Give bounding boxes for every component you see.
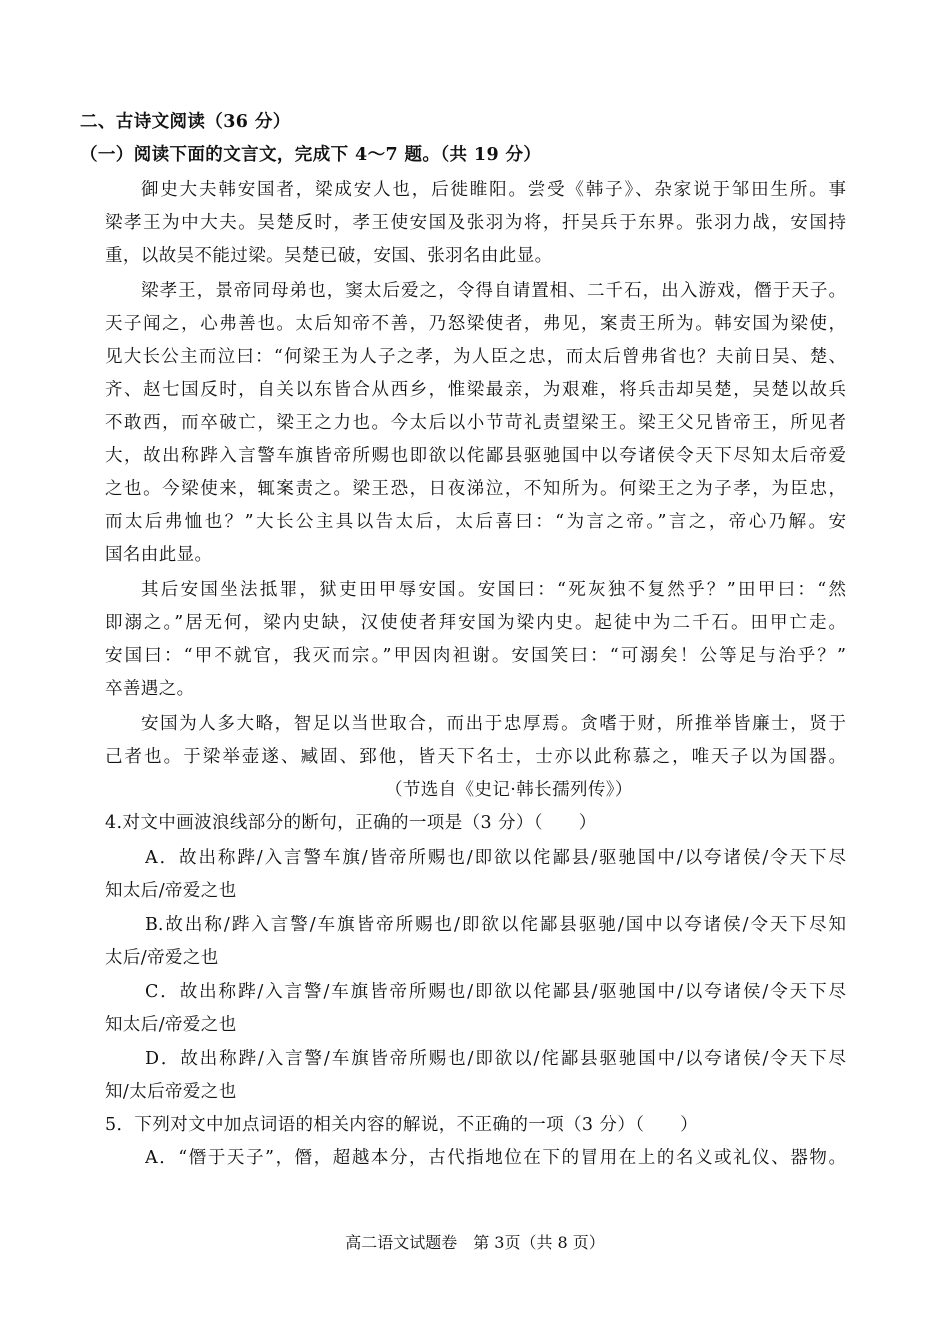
question-4-stem: 4.对文中画波浪线部分的断句，正确的一项是（3 分）（ ） (105, 813, 597, 833)
passage-line: 梁孝王，景帝同母弟也，窦太后爱之，令得自请置相、二千石，出入游戏，僭于天子。 (141, 281, 846, 301)
q5-option-a: A．“僭于天子”，僭，超越本分，古代指地位在下的冒用在上的名义或礼仪、器物。 (145, 1148, 846, 1168)
question-5-stem: 5．下列对文中加点词语的相关内容的解说，不正确的一项（3 分）（ ） (105, 1115, 699, 1135)
passage-line: 安国曰：“甲不就官，我灭而宗。”甲因肉袒谢。安国笑曰：“可溺矣！公等足与治乎？” (105, 646, 846, 666)
q4-option-a: A．故出称跸/入言警车旗/皆帝所赐也/即欲以侘鄙县/驱驰国中/以夸诸侯/令天下尽 (145, 848, 846, 868)
passage-line: 国名由此显。 (105, 545, 213, 565)
page-footer: 高二语文试题卷 第 3页（共 8 页） (345, 1233, 605, 1252)
q4-option-b: B.故出称/跸入言警/车旗皆帝所赐也/即欲以侘鄙县驱驰/国中以夸诸侯/令天下尽知 (145, 915, 846, 935)
passage-source: （节选自《史记·韩长孺列传》） (385, 780, 633, 800)
q4-option-d-cont: 知/太后帝爱之也 (105, 1082, 237, 1102)
passage-line: 而太后弗恤也？”大长公主具以告太后，太后喜曰：“为言之帝。”言之，帝心乃解。安 (105, 512, 846, 532)
passage-line: 天子闻之，心弗善也。太后知帝不善，乃怒梁使者，弗见，案责王所为。韩安国为梁使， (105, 314, 846, 334)
q4-option-a-cont: 知太后/帝爱之也 (105, 881, 237, 901)
passage-line: 梁孝王为中大夫。吴楚反时，孝王使安国及张羽为将，扞吴兵于东界。张羽力战，安国持 (105, 213, 846, 233)
passage-line: 即溺之。”居无何，梁内史缺，汉使使者拜安国为梁内史。起徒中为二千石。田甲亡走。 (105, 613, 846, 633)
passage-line: 不敢西，而卒破亡，梁王之力也。今太后以小节苛礼责望梁王。梁王父兄皆帝王，所见者 (105, 413, 846, 433)
passage-line: 其后安国坐法抵罪，狱吏田甲辱安国。安国曰：“死灰独不复然乎？”田甲曰：“然 (141, 580, 846, 600)
section-title: 二、古诗文阅读（36 分） (80, 112, 291, 132)
passage-line-wavy: 大，故出称跸入言警车旗皆帝所赐也即欲以侘鄙县驱驰国中以夸诸侯令天下尽知太后帝爱 (105, 446, 846, 466)
passage-line: 齐、赵七国反时，自关以东皆合从西乡，惟梁最亲，为艰难，将兵击却吴楚，吴楚以故兵 (105, 380, 846, 400)
q4-option-c: C．故出称跸/入言警/车旗皆帝所赐也/即欲以侘鄙县/驱驰国中/以夸诸侯/令天下尽 (145, 982, 846, 1002)
passage-line: 己者也。于梁举壶遂、臧固、郅他，皆天下名士，士亦以此称慕之，唯天子以为国器。 (105, 747, 846, 767)
passage-line: 安国为人多大略，智足以当世取合，而出于忠厚焉。贪嗜于财，所推举皆廉士，贤于 (141, 714, 846, 734)
passage-line: 重，以故吴不能过梁。吴楚已破，安国、张羽名由此显。 (105, 246, 553, 266)
q4-option-c-cont: 知太后/帝爱之也 (105, 1015, 237, 1035)
q4-option-b-cont: 太后/帝爱之也 (105, 948, 219, 968)
subsection-title: （一）阅读下面的文言文，完成下 4～7 题。（共 19 分） (80, 145, 542, 165)
q4-option-d: D．故出称跸/入言警/车旗皆帝所赐也/即欲以/侘鄙县驱驰国中/以夸诸侯/令天下尽 (145, 1049, 846, 1069)
passage-line: 卒善遇之。 (105, 679, 195, 699)
passage-line: 见大长公主而泣曰：“何梁王为人子之孝，为人臣之忠，而太后曾弗省也？夫前日吴、楚、 (105, 347, 846, 367)
passage-line: 御史大夫韩安国者，梁成安人也，后徙睢阳。尝受《韩子》、杂家说于邹田生所。事 (141, 180, 846, 200)
passage-line: 之也。今梁使来，辄案责之。梁王恐，日夜涕泣，不知所为。何梁王之为子孝，为臣忠， (105, 479, 846, 499)
